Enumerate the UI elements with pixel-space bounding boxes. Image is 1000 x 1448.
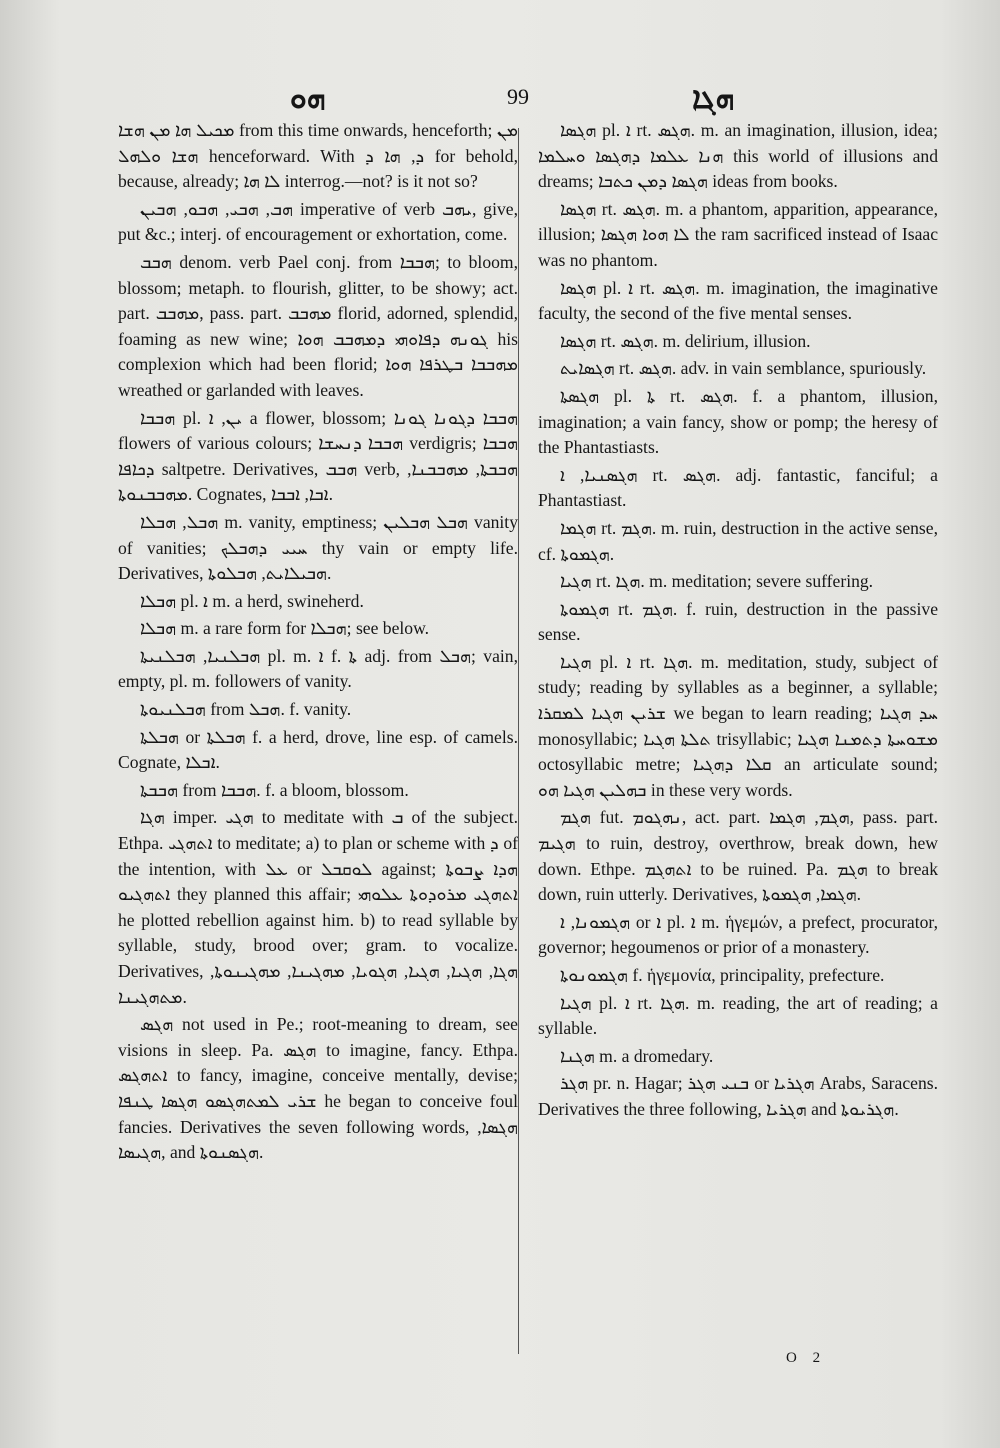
dictionary-entry: ܡܟܝܠ ܗܐ ܡܢ ܗܫܐ from this time onwards, henceforth; ܡܢ ܗܫܐ ܘܠܗܠ henceforward. With ܕ, ܗܐ ܕ for behold, because, already; ܠܐ ܗܐ interrog.—not? is it not so? (118, 120, 518, 192)
dictionary-entry: ܗܓܣܬܐ pl. ܬܐ rt. ܗܓܣ. f. a phantom, illusion, imagination; a vain fancy, show or pomp; the heresy of the Phantastiasts. (538, 385, 938, 458)
dictionary-entry: ܗܓܣܐ rt. ܗܓܣ. m. a phantom, apparition, appearance, illusion; ܠܐ ܗܘܐ ܗܓܣܐ the ram sacrificed instead of Isaac was no phantom. (538, 198, 939, 270)
dictionary-entry: ܗܒܒܐ pl. ܝܢ, ܐ a flower, blossom; ܗܒܒܐ ܕܓܘܢܐ ܓܘܢܐ flowers of various colours; ܗܒܒܐ ܕܢܚܫܐ verdigris; ܗܒܒܐ ܕܟܐܦܐ saltpetre. Derivatives, ܗܒܒ verb, ܗܒܒܬܐ, ܡܗܒܒܢܐ, ܡܗܒܒܢܘܬܐ. Cognates, ܐܒܐ, ܐܒܒܐ. (118, 407, 519, 505)
dictionary-entry: ܗܓܣܐ pl. ܐ rt. ܗܓܣ. m. imagination, the imaginative faculty, the second of the five mental senses. (538, 277, 938, 324)
dictionary-entry: ܗܒܠܐ pl. ܐ m. a herd, swineherd. (140, 590, 364, 611)
dictionary-entry: ܗܓܣܐܝܬ rt. ܗܓܣ. adv. in vain semblance, spuriously. (560, 358, 927, 379)
dictionary-entry: ܗܒ, ܗܒܝ, ܗܒܘ, ܗܒܝܢ imperative of verb ܝܗܒ, give, put &c.; interj. of encouragement or exhortation, come. (118, 198, 518, 245)
dictionary-entry: ܗܒܒܬܐ from ܗܒܒܐ. f. a bloom, blossom. (140, 779, 409, 800)
left-running-head: ܗܘ (290, 82, 326, 115)
column-divider (518, 128, 519, 1354)
dictionary-entry: ܗܓܡ fut. ܢܗܓܘܡ, act. part. ܗܓܡ, ܗܓܡܐ, pass. part. ܗܓܝܡ to ruin, destroy, overthrow, break down, hew down. Ethpe. ܐܬܗܓܡ to be ruined. Pa. ܗܓܡ to break down, ruin utterly. Derivatives, ܗܓܡܐ, ܗܓܡܘܬܐ. (538, 807, 939, 905)
dictionary-entry: ܗܓܪ pr. n. Hagar; ܒܢܝ ܗܓܪ or ܗܓܪܝܐ Arabs, Saracens. Derivatives the three following, ܗܓܪܝܐ and ܗܓܪܝܘܬܐ. (538, 1073, 938, 1119)
dictionary-entry: ܗܓܣ not used in Pe.; root-meaning to dream, see visions in sleep. Pa. ܗܓܣ to imagine, fancy. Ethpa. ܐܬܗܓܣ to fancy, imagine, conceive mentally, devise; ܫܪܝ ܠܡܬܗܓܣܘ ܗܓܣܐ ܛܢܦܐ he began to conceive foul fancies. Derivatives the seven following words, ܗܓܣܐ, ܗܓܝܣܐ, and ܗܓܣܢܘܬܐ. (118, 1014, 518, 1163)
dictionary-entry: ܗܓܡܘܬܐ rt. ܗܓܡ. f. ruin, destruction in the passive sense. (538, 598, 938, 645)
dictionary-entry: ܗܓܝܐ pl. ܐ rt. ܗܓܐ. m. reading, the art of reading; a syllable. (538, 992, 938, 1039)
dictionary-entry: ܗܓܣܢܝܐ, ܐ rt. ܗܓܣ. adj. fantastic, fanciful; a Phantastiast. (538, 464, 938, 511)
dictionary-entry: ܗܓܡܘܢܐ, ܐ or ܐ pl. ܐ m. ἡγεμών, a prefect, procurator, governor; hegoumenos or prior of a monastery. (538, 911, 938, 958)
dictionary-entry: ܗܒܠܐ m. a rare form for ܗܒܠܐ; see below. (140, 618, 430, 639)
dictionary-entry: ܗܒܠ, ܗܒܠܐ m. vanity, emptiness; ܗܒܠ ܗܒܠܝܢ vanity of vanities; ܚܝܝ ܕܗܒܠܟ thy vain or empty life. Derivatives, ܗܒܝܠܐܝܬ, ܗܒܠܘܬܐ. (118, 511, 518, 584)
left-column (118, 118, 518, 1168)
dictionary-entry: ܗܓܣܐ rt. ܗܓܣ. m. delirium, illusion. (560, 330, 811, 351)
dictionary-entry: ܗܒܠܬܐ or ܗܒܠܬܐ f. a herd, drove, line esp. of camels. Cognate, ܐܒܠܐ. (118, 726, 519, 773)
dictionary-entry: ܗܓܡܐ rt. ܗܓܡ. m. ruin, destruction in the active sense, cf. ܗܓܡܘܬܐ. (538, 517, 938, 564)
dictionary-entry: ܗܒܒ denom. verb Pael conj. from ܗܒܒܐ; to bloom, blossom; metaph. to flourish, glitter, to be showy; act. part. ܡܗܒܒ, pass. part. ܡܗܒܒ florid, adorned, splendid, foaming as new wine; ܓܘܢܗ ܕܦܐܘܗܝ ܕܡܗܒܒ ܗܘܐ his complexion which had been florid; ܡܗܒܒܐ ܒܛܪܦܐ ܗܘܐ wreathed or garlanded with leaves. (118, 251, 518, 400)
page-header (0, 78, 1000, 118)
dictionary-entry: ܗܓܢܐ m. a dromedary. (560, 1045, 714, 1066)
dictionary-entry: ܗܒܠܢܝܐ, ܗܒܠܢܝܬܐ pl. m. ܐ f. ܬܐ adj. from ܗܒܠ; vain, empty, pl. m. followers of vanity. (118, 645, 518, 692)
page-number: 99 (507, 84, 529, 109)
dictionary-entry: ܗܓܡܘܢܘܬܐ f. ἡγεμονία, principality, prefecture. (560, 965, 885, 985)
dictionary-entry: ܗܓܝܐ pl. ܐ rt. ܗܓܐ. m. meditation, study, subject of study; reading by syllables as a beginner, a syllable; ܫܪܝܢ ܗܓܝܐ ܠܡܩܪܐ we began to learn reading; ܚܕ ܗܓܝܐ monosyllabic; ܬܠܬܐ ܗܓܝܐ trisyllabic; ܡܫܘܚܬܐ ܕܬܡܢܐ ܗܓܝܐ octosyllabic metre; ܩܠܐ ܕܗܓܝܐ an articulate sound; ܒܗܠܝܢ ܗܓܝܐ ܗܘ in these very words. (538, 651, 939, 800)
dictionary-entry: ܗܓܣܐ pl. ܐ rt. ܗܓܣ. m. an imagination, illusion, idea; ܗܢܐ ܥܠܡܐ ܕܗܓܣܐ ܘܚܠܡܐ this world of illusions and dreams; ܗܓܣܐ ܕܡܢ ܟܬܒܐ ideas from books. (538, 120, 939, 192)
dictionary-entry: ܗܓܝܐ rt. ܗܓܐ. m. meditation; severe suffering. (560, 571, 874, 592)
signature-mark: O 2 (786, 1350, 827, 1366)
dictionary-entry: ܗܒܠܢܝܘܬܐ from ܗܒܠ. f. vanity. (140, 699, 352, 720)
right-running-head: ܗܓܐ (692, 82, 735, 115)
dictionary-entry: ܗܓܐ imper. ܗܓܝ to meditate with ܒ of the subject. Ethpa. ܐܬܗܓܝ to meditate; a) to plan or scheme with ܕ of the intention, with ܥܠ or ܠܘܩܒܠ against; ܗܕܐ ܨܒܘܬܐ ܐܬܗܓܝܘ they planned this affair; ܐܬܗܓܝ ܡܪܘܕܘܬܐ ܥܠܘܗܝ he plotted rebellion against him. b) to read syllable by syllable, study, brood over; gram. to vocalize. Derivatives, ܗܓܐ, ܗܓܝܐ, ܗܓܝܐ, ܗܓܘܝܐ, ܡܗܓܝܢܐ, ܡܗܓܝܢܘܬܐ, ܡܬܗܓܝܢܐ. (118, 807, 519, 1007)
right-column (538, 118, 938, 1125)
